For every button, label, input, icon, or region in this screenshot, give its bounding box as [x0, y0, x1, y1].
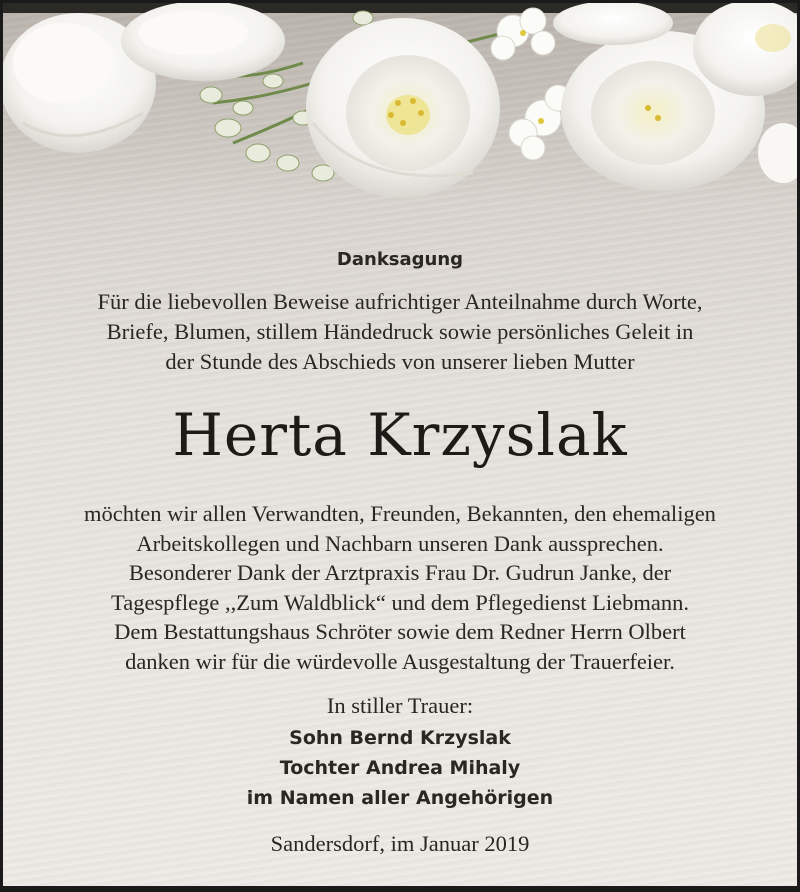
thanks-line: möchten wir allen Verwandten, Freunden, Bekannten, den ehemaligen	[84, 501, 716, 526]
thanks-line: Dem Bestattungshaus Schröter sowie dem Redner Herrn Olbert	[114, 619, 686, 644]
thanks-paragraph	[3, 499, 797, 676]
thanks-line: danken wir für die würdevolle Ausgestaltung der Trauerfeier.	[125, 648, 675, 674]
white-tulips-and-blossoms	[3, 3, 797, 208]
intro-paragraph	[3, 287, 797, 377]
obituary-card	[3, 3, 797, 886]
signatory: Sohn Bernd Krzyslak	[289, 727, 511, 749]
signatories	[3, 723, 797, 813]
intro-line: Für die liebevollen Beweise aufrichtiger Anteilnahme durch Worte,	[97, 289, 703, 314]
mourning-intro: In stiller Trauer:	[326, 693, 474, 718]
thanks-line: Arbeitskollegen und Nachbarn unseren Dank aussprechen.	[136, 530, 664, 556]
intro-line: Briefe, Blumen, stillem Händedruck sowie persönliches Geleit in	[106, 319, 694, 344]
signatory: im Namen aller Angehörigen	[246, 787, 554, 809]
intro-line: der Stunde des Abschieds von unserer lieben Mutter	[165, 349, 635, 374]
deceased-name: Herta Krzyslak	[172, 401, 628, 469]
thanks-line: Besonderer Dank der Arztpraxis Frau Dr. Gudrun Janke, der	[128, 560, 672, 585]
notice-heading: Danksagung	[336, 249, 464, 270]
place-date: Sandersdorf, im Januar 2019	[270, 831, 530, 856]
thanks-line: Tagespflege ,,Zum Waldblick“ und dem Pflegedienst Liebmann.	[111, 589, 689, 615]
signatory: Tochter Andrea Mihaly	[279, 757, 521, 779]
